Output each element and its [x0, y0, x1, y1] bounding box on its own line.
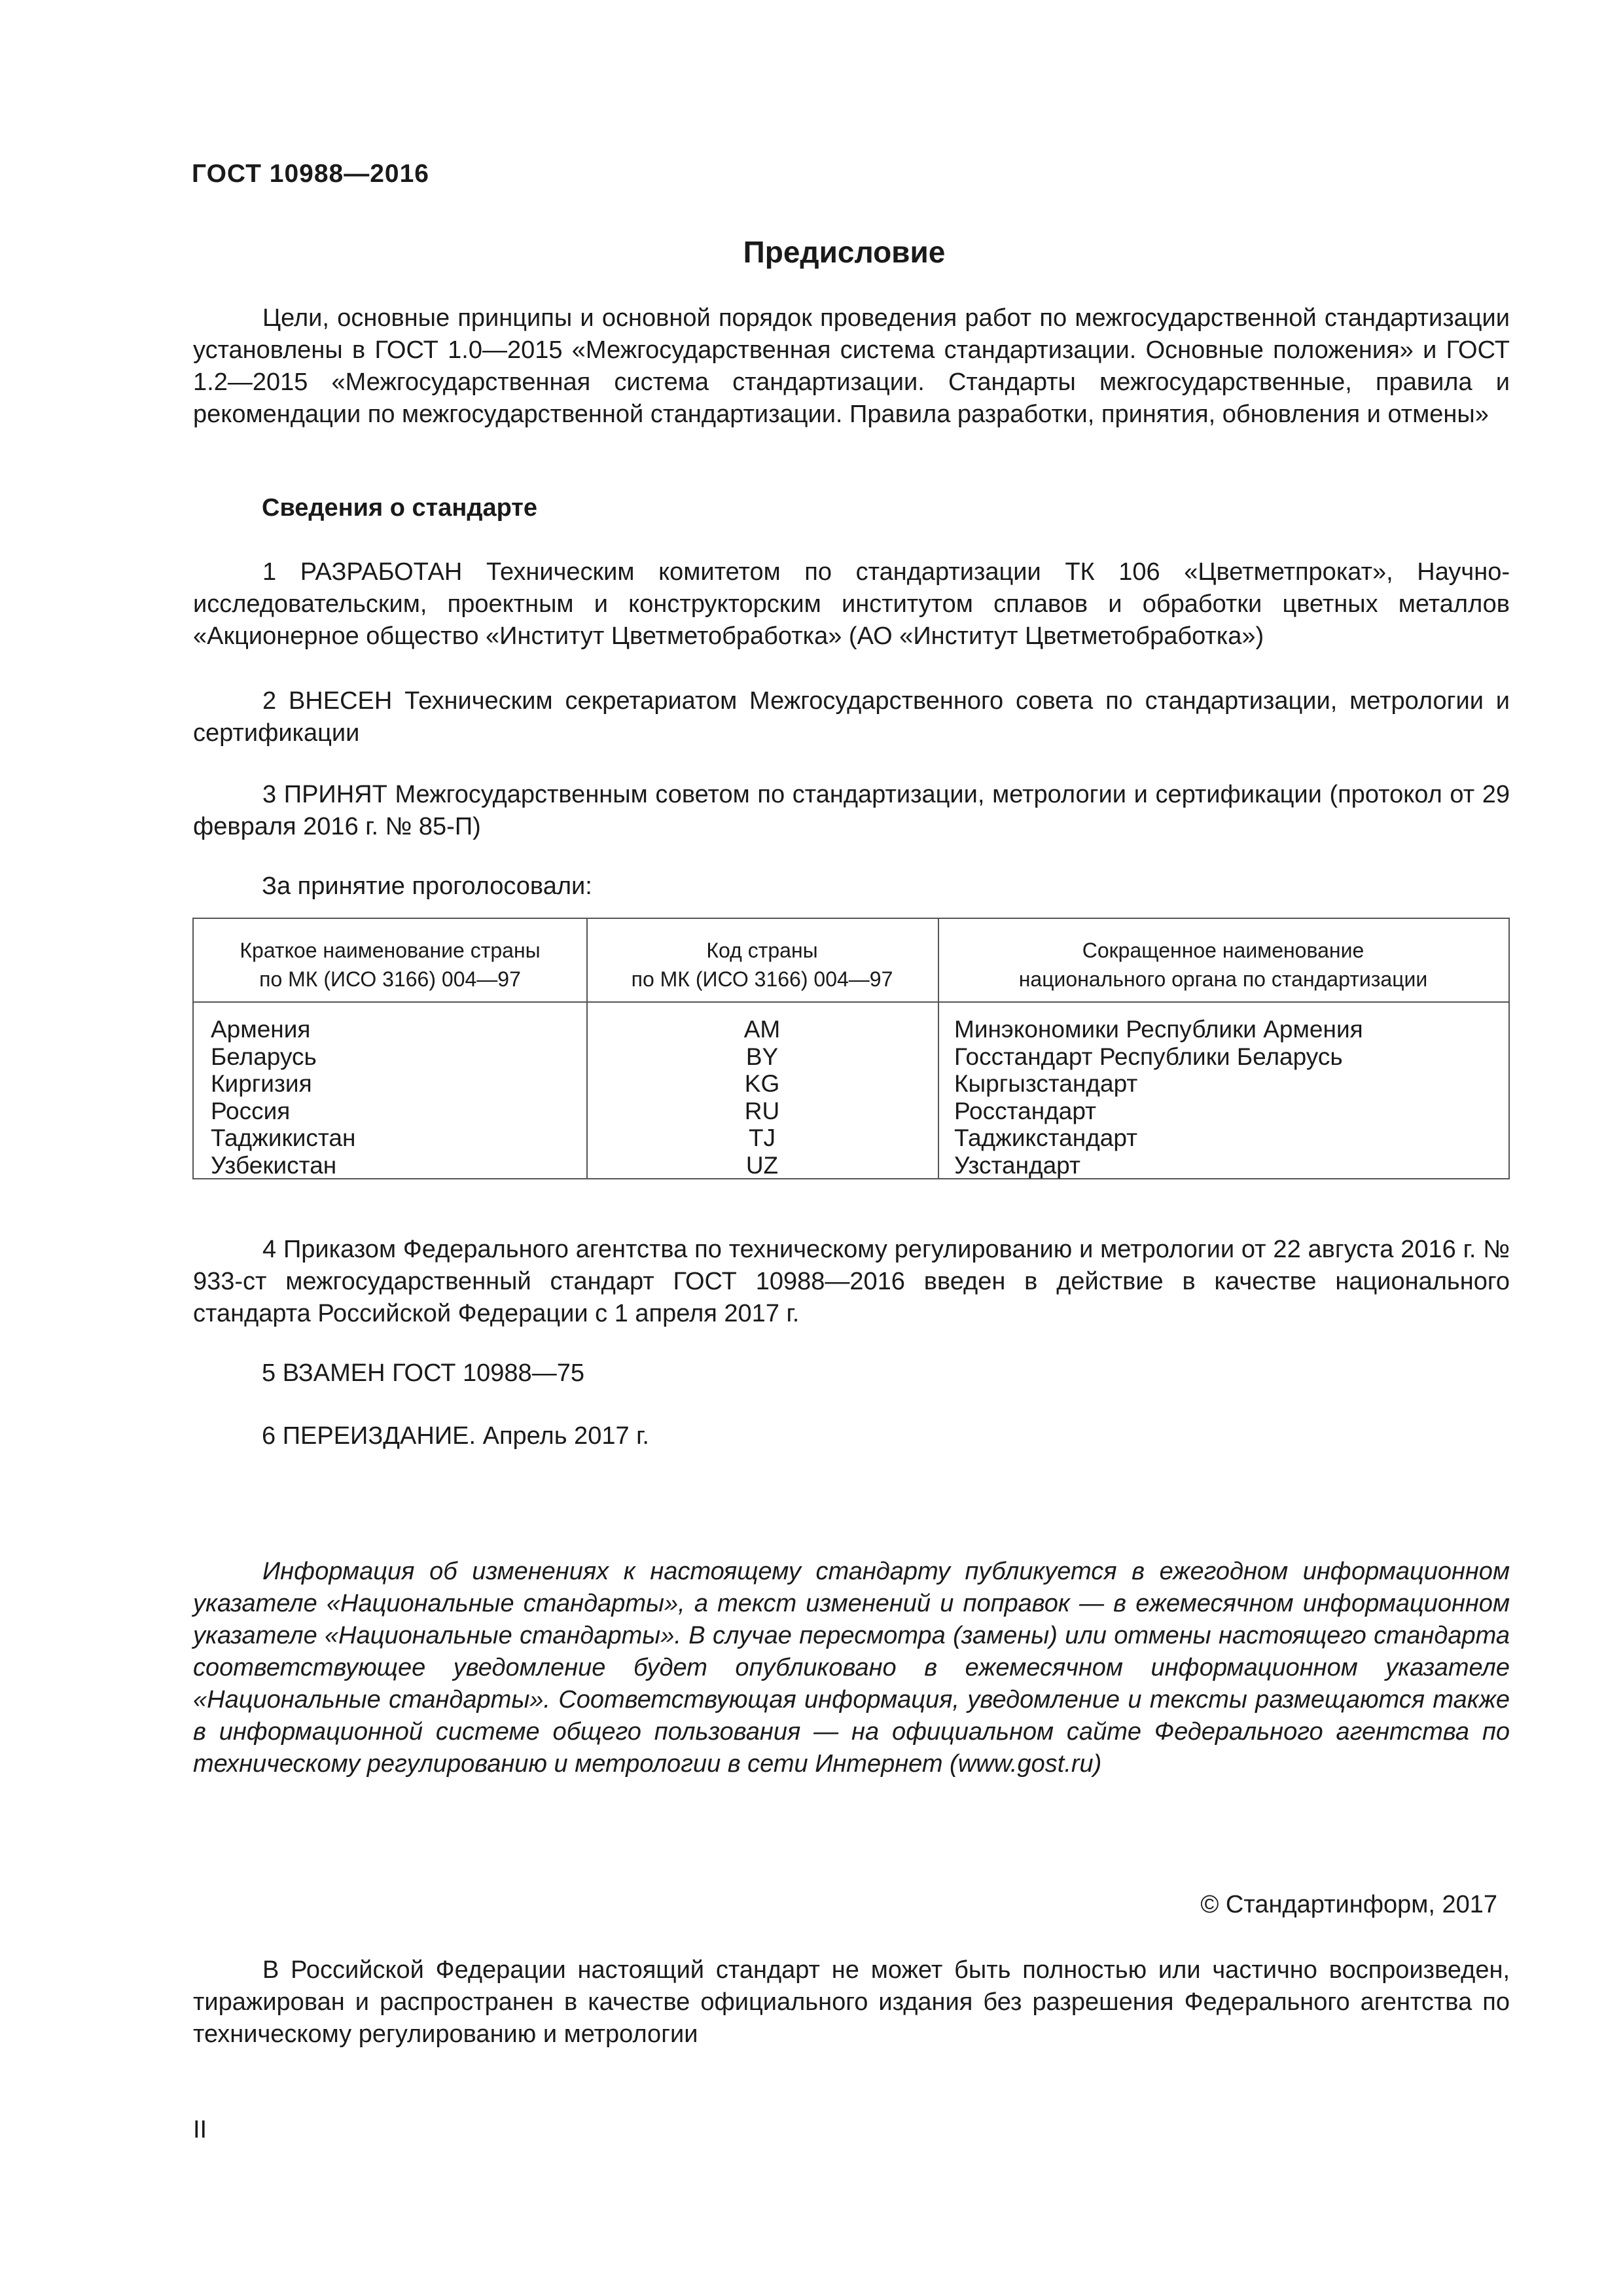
- item-5-text: 5 ВЗАМЕН ГОСТ 10988—75: [262, 1359, 584, 1387]
- copyright-line: © Стандартинформ, 2017: [1200, 1891, 1497, 1918]
- table-cell-code: UZ: [745, 1151, 779, 1179]
- item-3-paragraph: [193, 779, 1510, 843]
- table-header-country: Краткое наименование страны по МК (ИСО 3166) 004—97: [240, 939, 541, 991]
- table-header-body: Сокращенное наименование национального органа по стандартизации: [1018, 939, 1428, 991]
- item-3-text: 3 ПРИНЯТ Межгосударственным советом по стандартизации, метрологии и сертификации (протокол от 29 февраля 2016 г. № 85-П): [193, 781, 1510, 840]
- notice-text: Информация об изменениях к настоящему стандарту публикуется в ежегодном информационном указателе «Национальные стандарты», а текст изменений и поправок — в ежемесячном информационном указателе «Национальные стандарты». В случае пересмотра (замены) или отмены настоящего стандарта соответствующее уведомление будет опубликовано в ежемесячном информационном указателе «Национальные стандарты». Соответствующая информация, уведомление и тексты размещаются также в информационной системе общего пользования — на официальном сайте Федерального агентства по техническому регулированию и метрологии в сети Интернет (www.gost.ru): [193, 1558, 1510, 1778]
- table-cell-body: Кыргызстандарт: [954, 1070, 1138, 1097]
- page-number: II: [193, 2116, 207, 2144]
- intro-text: Цели, основные принципы и основной порядок проведения работ по межгосударственной стандартизации установлены в ГОСТ 1.0—2015 «Межгосударственная система стандартизации. Основные положения» и ГОСТ 1.2—2015 «Межгосударственная система стандартизации. Стандарты межгосударственные, правила и рекомендации по межгосударственной стандартизации. Правила разработки, принятия, обновления и отмены»: [193, 304, 1510, 428]
- table-cell-code: BY: [745, 1043, 779, 1070]
- page-title: Предисловие: [743, 235, 946, 269]
- table-cell-code: TJ: [748, 1124, 776, 1151]
- item-1-text: 1 РАЗРАБОТАН Техническим комитетом по стандартизации ТК 106 «Цветметпрокат», Научно-исследовательским, проектным и конструкторским институтом сплавов и обработки цветных металлов «Акционерное общество «Институт Цветметобработка» (АО «Институт Цветметобработка»): [193, 558, 1510, 650]
- item-4-text: 4 Приказом Федерального агентства по техническому регулированию и метрологии от 22 августа 2016 г. № 933-ст межгосударственный стандарт ГОСТ 10988—2016 введен в действие в качестве национального стандарта Российской Федерации с 1 апреля 2017 г.: [193, 1236, 1510, 1327]
- rights-paragraph: [193, 1954, 1510, 2051]
- voting-table: [192, 918, 1510, 1179]
- table-body-column: [954, 1016, 1363, 1179]
- intro-paragraph: [193, 302, 1510, 431]
- table-cell-country: Россия: [211, 1097, 291, 1124]
- table-header-divider: [194, 1001, 1508, 1003]
- table-cell-code: RU: [744, 1097, 780, 1124]
- table-cell-country: Узбекистан: [211, 1151, 337, 1179]
- item-1-paragraph: [193, 556, 1510, 653]
- table-cell-country: Таджикистан: [211, 1124, 356, 1151]
- document-code: ГОСТ 10988—2016: [192, 160, 429, 188]
- table-cell-country: Армения: [211, 1016, 311, 1043]
- rights-text: В Российской Федерации настоящий стандарт не может быть полностью или частично воспроизведен, тиражирован и распространен в качестве официального издания без разрешения Федерального агентства по техническому регулированию и метрологии: [193, 1956, 1510, 2048]
- table-cell-code: AM: [743, 1016, 781, 1043]
- table-cell-country: Беларусь: [211, 1043, 317, 1070]
- table-cell-body: Госстандарт Республики Беларусь: [954, 1043, 1343, 1070]
- item-4-paragraph: [193, 1234, 1510, 1330]
- table-cell-body: Росстандарт: [954, 1097, 1097, 1124]
- table-country-column: [211, 1016, 355, 1179]
- table-cell-code: KG: [744, 1070, 780, 1097]
- item-2-text: 2 ВНЕСЕН Техническим секретариатом Межгосударственного совета по стандартизации, метрологии и сертификации: [193, 687, 1510, 747]
- table-cell-country: Киргизия: [211, 1070, 312, 1097]
- table-cell-body: Минэкономики Республики Армения: [954, 1016, 1363, 1043]
- table-header-code: Код страны по МК (ИСО 3166) 004—97: [631, 939, 893, 991]
- table-cell-body: Узстандарт: [954, 1151, 1080, 1179]
- notice-paragraph: [193, 1556, 1510, 1780]
- voted-label: За принятие проголосовали:: [262, 872, 592, 900]
- table-cell-body: Таджикстандарт: [954, 1124, 1138, 1151]
- item-2-paragraph: [193, 685, 1510, 749]
- info-heading: Сведения о стандарте: [262, 494, 538, 522]
- table-code-column: [586, 1016, 938, 1179]
- item-6-text: 6 ПЕРЕИЗДАНИЕ. Апрель 2017 г.: [262, 1422, 649, 1450]
